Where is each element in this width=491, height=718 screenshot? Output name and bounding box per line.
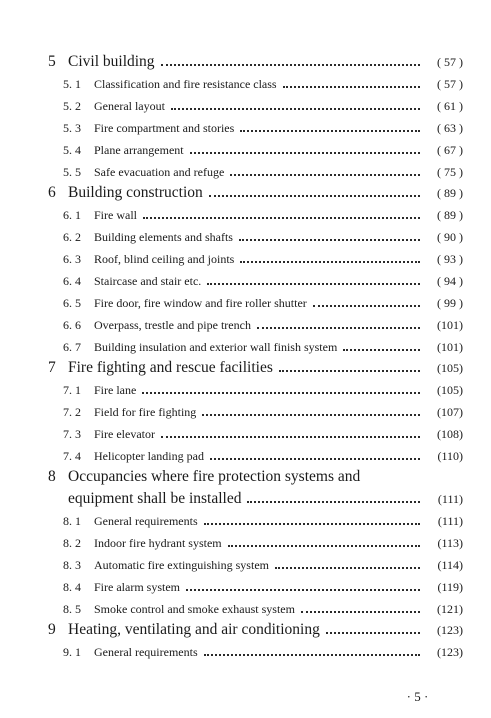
toc-title: Smoke control and smoke exhaust system — [94, 601, 295, 616]
toc-section-row — [0, 598, 491, 620]
toc-page-number: ( 90 ) — [437, 229, 463, 244]
toc-title: Safe evacuation and refuge — [94, 164, 225, 179]
toc-chapter-row — [0, 619, 491, 641]
dot-leader — [161, 436, 420, 438]
toc-chapter-row — [0, 488, 491, 510]
toc-title: Plane arrangement — [94, 142, 184, 157]
toc-section-row — [0, 379, 491, 401]
toc-title: Fire lane — [94, 382, 137, 397]
toc-number: 6. 5 — [63, 295, 81, 310]
toc-page-number: (111) — [437, 513, 463, 528]
toc-page-number: (110) — [437, 448, 463, 463]
toc-number: 5. 4 — [63, 142, 81, 157]
toc-page-number: ( 94 ) — [437, 273, 463, 288]
toc-title: Roof, blind ceiling and joints — [94, 251, 235, 266]
toc-number: 7. 4 — [63, 448, 81, 463]
toc-page-number: (123) — [437, 622, 463, 637]
toc-number: 6 — [48, 184, 56, 201]
toc-title: General requirements — [94, 644, 198, 659]
toc-chapter-row — [0, 357, 491, 379]
toc-title: Civil building — [68, 53, 155, 70]
dot-leader — [143, 217, 420, 219]
toc-title: Automatic fire extinguishing system — [94, 557, 269, 572]
dot-leader — [275, 567, 420, 569]
toc-page-number: ( 57 ) — [437, 76, 463, 91]
toc-title: Occupancies where fire protection systems and — [68, 468, 361, 485]
toc-number: 6. 1 — [63, 207, 81, 222]
toc-section-row — [0, 445, 491, 467]
toc-title: Staircase and stair etc. — [94, 273, 202, 288]
toc-chapter-row — [0, 182, 491, 204]
toc-title: Fire door, fire window and fire roller shutter — [94, 295, 307, 310]
toc-section-row — [0, 641, 491, 663]
toc-section-row — [0, 401, 491, 423]
toc-title: Fire elevator — [94, 426, 155, 441]
toc-page-number: (111) — [437, 491, 463, 506]
toc-title: Fire alarm system — [94, 579, 180, 594]
toc-number: 5. 2 — [63, 98, 81, 113]
toc-page-number: ( 89 ) — [437, 207, 463, 222]
toc-section-row — [0, 554, 491, 576]
dot-leader — [313, 305, 420, 307]
toc-title: Fire fighting and rescue facilities — [68, 359, 273, 376]
toc-section-row — [0, 576, 491, 598]
toc-number: 5. 5 — [63, 164, 81, 179]
toc-page-number: (119) — [437, 579, 463, 594]
dot-leader — [202, 414, 420, 416]
dot-leader — [301, 611, 420, 613]
toc-page-number: (107) — [437, 404, 463, 419]
toc-number: 7. 2 — [63, 404, 81, 419]
toc-number: 8. 4 — [63, 579, 81, 594]
toc-title: Fire wall — [94, 207, 137, 222]
toc-number: 8. 2 — [63, 535, 81, 550]
dot-leader — [257, 327, 420, 329]
toc-section-row — [0, 270, 491, 292]
toc-section-row — [0, 139, 491, 161]
toc-page-number: ( 93 ) — [437, 251, 463, 266]
toc-number: 6. 7 — [63, 339, 81, 354]
dot-leader — [209, 195, 420, 197]
dot-leader — [240, 261, 420, 263]
toc-section-row — [0, 248, 491, 270]
dot-leader — [343, 349, 420, 351]
toc-section-row — [0, 117, 491, 139]
dot-leader — [207, 283, 420, 285]
dot-leader — [186, 589, 420, 591]
toc-page-number: (113) — [437, 535, 463, 550]
toc-title: Indoor fire hydrant system — [94, 535, 222, 550]
toc-page-number: (114) — [437, 557, 463, 572]
toc-page-number: (101) — [437, 317, 463, 332]
dot-leader — [171, 108, 420, 110]
toc-number: 8 — [48, 468, 56, 485]
toc-page-number: ( 63 ) — [437, 120, 463, 135]
toc-section-row — [0, 314, 491, 336]
toc-number: 7. 1 — [63, 382, 81, 397]
toc-page-number: ( 67 ) — [437, 142, 463, 157]
toc-chapter-row — [0, 466, 491, 488]
toc-page-number: ( 75 ) — [437, 164, 463, 179]
toc-page-number: (108) — [437, 426, 463, 441]
toc-number: 6. 2 — [63, 229, 81, 244]
dot-leader — [204, 523, 420, 525]
dot-leader — [142, 392, 420, 394]
toc-section-row — [0, 95, 491, 117]
dot-leader — [161, 64, 420, 66]
toc-page-number: ( 99 ) — [437, 295, 463, 310]
toc-number: 7. 3 — [63, 426, 81, 441]
toc-number: 9. 1 — [63, 644, 81, 659]
toc-section-row — [0, 336, 491, 358]
toc-section-row — [0, 226, 491, 248]
dot-leader — [283, 86, 420, 88]
toc-title: Building construction — [68, 184, 203, 201]
toc-title: General layout — [94, 98, 165, 113]
toc-title: Building elements and shafts — [94, 229, 233, 244]
dot-leader — [240, 130, 420, 132]
toc-section-row — [0, 532, 491, 554]
toc-title: Overpass, trestle and pipe trench — [94, 317, 251, 332]
toc-page-number: (105) — [437, 382, 463, 397]
toc-page-number: (123) — [437, 644, 463, 659]
toc-number: 7 — [48, 359, 56, 376]
toc-chapter-row — [0, 51, 491, 73]
dot-leader — [279, 370, 420, 372]
toc-number: 6. 6 — [63, 317, 81, 332]
toc-title: equipment shall be installed — [68, 490, 242, 507]
dot-leader — [239, 239, 420, 241]
toc-section-row — [0, 423, 491, 445]
toc-page-number: (101) — [437, 339, 463, 354]
toc-title: General requirements — [94, 513, 198, 528]
toc-title: Classification and fire resistance class — [94, 76, 277, 91]
dot-leader — [228, 545, 420, 547]
toc-number: 6. 3 — [63, 251, 81, 266]
toc-section-row — [0, 73, 491, 95]
toc-page-number: (105) — [437, 360, 463, 375]
dot-leader — [204, 654, 420, 656]
toc-page-number: ( 89 ) — [437, 185, 463, 200]
toc-page-number: ( 57 ) — [437, 54, 463, 69]
toc-section-row — [0, 204, 491, 226]
toc-number: 8. 3 — [63, 557, 81, 572]
page-number: · 5 · — [406, 689, 429, 704]
toc-number: 8. 1 — [63, 513, 81, 528]
dot-leader — [247, 501, 420, 503]
toc-section-row — [0, 292, 491, 314]
toc-title: Field for fire fighting — [94, 404, 197, 419]
toc-number: 6. 4 — [63, 273, 81, 288]
toc-title: Heating, ventilating and air conditioning — [68, 621, 320, 638]
toc-section-row — [0, 161, 491, 183]
toc-title: Building insulation and exterior wall finish system — [94, 339, 338, 354]
toc-number: 9 — [48, 621, 56, 638]
toc-number: 5 — [48, 53, 56, 70]
dot-leader — [230, 174, 420, 176]
toc-number: 8. 5 — [63, 601, 81, 616]
dot-leader — [190, 152, 420, 154]
toc-number: 5. 1 — [63, 76, 81, 91]
toc-page-number: (121) — [437, 601, 463, 616]
dot-leader — [326, 632, 420, 634]
dot-leader — [210, 458, 420, 460]
toc-number: 5. 3 — [63, 120, 81, 135]
toc-title: Helicopter landing pad — [94, 448, 204, 463]
toc-page-number: ( 61 ) — [437, 98, 463, 113]
toc-title: Fire compartment and stories — [94, 120, 235, 135]
toc-section-row — [0, 510, 491, 532]
